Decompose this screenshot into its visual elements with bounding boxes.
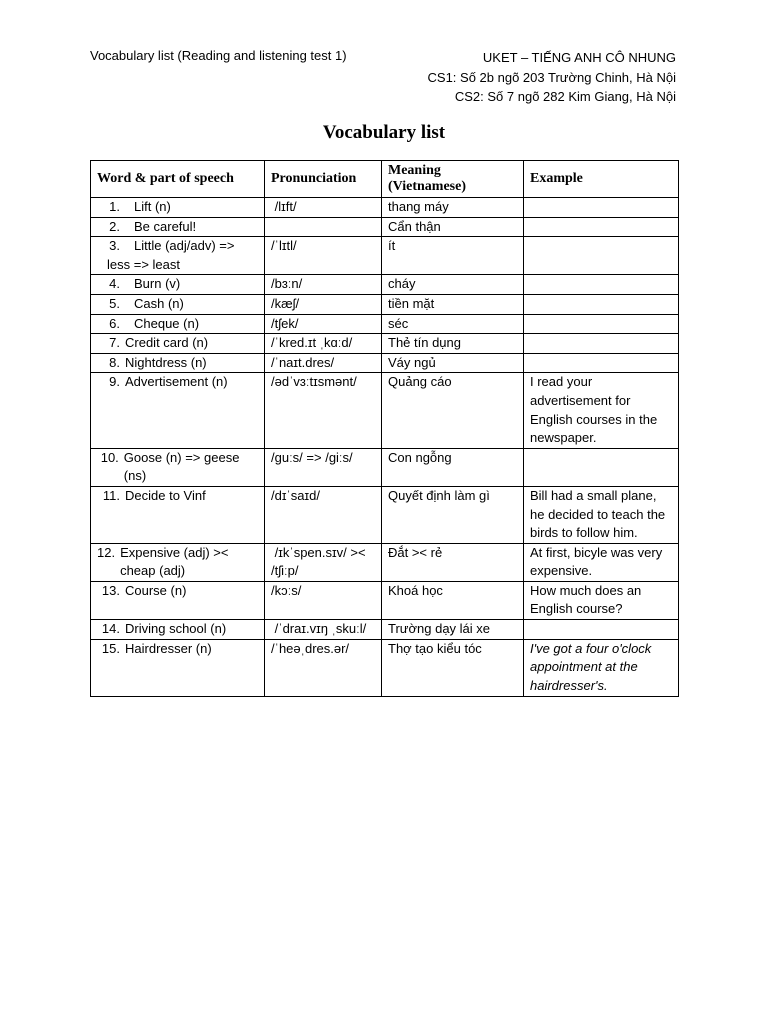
word-text: Burn (v) [134, 276, 181, 292]
header-right-line2: CS1: Số 2b ngõ 203 Trường Chinh, Hà Nội [427, 69, 676, 85]
header-left-text: Vocabulary list (Reading and listening test 1) [90, 48, 347, 63]
meaning-cell: Váy ngủ [382, 353, 524, 373]
example-cell: Bill had a small plane, he decided to teach the birds to follow him. [524, 486, 679, 543]
example-cell [524, 294, 679, 314]
pronunciation-cell: /ˈlɪtl/ [265, 237, 382, 275]
example-cell [524, 198, 679, 218]
pronunciation-cell: /ɪkˈspen.sɪv/ >< /tʃiːp/ [265, 543, 382, 581]
example-cell [524, 314, 679, 334]
table-row [91, 486, 679, 543]
row-number: 4. [109, 276, 120, 292]
pronunciation-cell: /kɔːs/ [265, 581, 382, 619]
pronunciation-cell: /ˈnaɪt.dres/ [265, 353, 382, 373]
example-cell: At first, bicyle was very expensive. [524, 543, 679, 581]
pronunciation-cell: /kæʃ/ [265, 294, 382, 314]
pronunciation-cell [265, 217, 382, 237]
word-text: Driving school (n) [125, 621, 227, 637]
pronunciation-cell: /ədˈvɜːtɪsmənt/ [265, 373, 382, 448]
meaning-cell: Quảng cáo [382, 373, 524, 448]
example-cell: I read your advertisement for English courses in the newspaper. [524, 373, 679, 448]
pronunciation-cell: /ˈheəˌdres.ər/ [265, 639, 382, 696]
pronunciation-cell: /ˈkred.ɪt ˌkɑːd/ [265, 334, 382, 354]
column-header-example: Example [524, 161, 679, 198]
pronunciation-cell: /lɪft/ [265, 198, 382, 218]
word-cell [91, 373, 265, 448]
meaning-cell: séc [382, 314, 524, 334]
pronunciation-cell: /tʃek/ [265, 314, 382, 334]
row-number: 9. [109, 374, 120, 390]
word-cell [91, 448, 265, 486]
word-text: Credit card (n) [125, 335, 209, 351]
example-cell [524, 237, 679, 275]
table-row [91, 353, 679, 373]
row-number: 15. [101, 640, 120, 656]
row-number: 8. [109, 354, 120, 370]
meaning-cell: Quyết định làm gì [382, 486, 524, 543]
row-number: 12. [97, 544, 116, 560]
word-text: Advertisement (n) [125, 374, 228, 390]
table-row [91, 620, 679, 640]
table-row [91, 581, 679, 619]
column-header-word: Word & part of speech [91, 161, 265, 198]
example-cell [524, 353, 679, 373]
row-number: 6. [109, 315, 120, 331]
table-row [91, 237, 679, 275]
table-row [91, 373, 679, 448]
pronunciation-cell: /guːs/ => /giːs/ [265, 448, 382, 486]
header-right-line1: UKET – TIẾNG ANH CÔ NHUNG [482, 50, 676, 65]
word-cell [91, 486, 265, 543]
meaning-cell: Cẩn thận [382, 217, 524, 237]
table-row [91, 294, 679, 314]
row-number: 3. [109, 238, 120, 254]
row-number: 2. [109, 218, 120, 234]
column-header-pronunciation: Pronunciation [265, 161, 382, 198]
meaning-cell: Thợ tạo kiểu tóc [382, 639, 524, 696]
row-number: 7. [109, 335, 120, 351]
word-cell [91, 198, 265, 218]
word-text: Be careful! [134, 218, 197, 234]
word-cell [91, 353, 265, 373]
table-row [91, 543, 679, 581]
column-header-meaning: Meaning (Vietnamese) [382, 161, 524, 198]
word-cell [91, 334, 265, 354]
word-cell [91, 275, 265, 295]
example-cell [524, 448, 679, 486]
word-text: Lift (n) [134, 199, 171, 214]
word-cell [91, 543, 265, 581]
table-row [91, 275, 679, 295]
word-text: Goose (n) => geese (ns) [123, 449, 240, 484]
table-row [91, 448, 679, 486]
word-cell [91, 314, 265, 334]
pronunciation-cell: /bɜːn/ [265, 275, 382, 295]
word-cell [91, 620, 265, 640]
meaning-cell: Thẻ tín dụng [382, 334, 524, 354]
row-number: 14. [101, 621, 120, 637]
table-row [91, 334, 679, 354]
row-number: 13. [101, 582, 120, 598]
row-number: 5. [109, 295, 120, 311]
header-right-line3: CS2: Số 7 ngõ 282 Kim Giang, Hà Nội [454, 89, 676, 104]
example-cell [524, 217, 679, 237]
word-cell [91, 237, 265, 275]
meaning-cell: cháy [382, 275, 524, 295]
meaning-cell: Đắt >< rẻ [382, 543, 524, 581]
example-cell [524, 275, 679, 295]
meaning-cell: ít [382, 237, 524, 275]
word-cell [91, 294, 265, 314]
meaning-cell: tiền mặt [382, 294, 524, 314]
table-row [91, 217, 679, 237]
word-cell [91, 217, 265, 237]
word-cell [91, 581, 265, 619]
pronunciation-cell: /ˈdraɪ.vɪŋ ˌskuːl/ [265, 620, 382, 640]
word-text-continued: less => least [107, 256, 180, 272]
word-text: Course (n) [125, 582, 187, 598]
pronunciation-cell: /dɪˈsaɪd/ [265, 486, 382, 543]
example-cell: How much does an English course? [524, 581, 679, 619]
meaning-cell: thang máy [382, 198, 524, 218]
header-right-block [428, 48, 676, 107]
word-text: Hairdresser (n) [125, 640, 212, 656]
table-row [91, 198, 679, 218]
page-title: Vocabulary list [322, 122, 446, 143]
table-header-row [91, 161, 679, 198]
word-text: Nightdress (n) [125, 354, 207, 370]
vocabulary-table [90, 160, 679, 697]
example-cell [524, 334, 679, 354]
word-text: Cheque (n) [134, 315, 200, 331]
table-row [91, 639, 679, 696]
meaning-cell: Con ngỗng [382, 448, 524, 486]
word-text: Cash (n) [134, 295, 184, 311]
row-number: 1. [109, 199, 120, 214]
example-cell: I've got a four o'clock appointment at the hairdresser's. [524, 639, 679, 696]
example-cell [524, 620, 679, 640]
word-text: Little (adj/adv) => [134, 238, 235, 254]
word-cell [91, 639, 265, 696]
row-number: 11. [102, 487, 120, 503]
row-number: 10. [100, 449, 119, 465]
table-row [91, 314, 679, 334]
meaning-cell: Khoá học [382, 581, 524, 619]
meaning-cell: Trường dạy lái xe [382, 620, 524, 640]
word-text: Decide to Vinf [125, 487, 206, 503]
word-text: Expensive (adj) >< cheap (adj) [120, 544, 229, 579]
